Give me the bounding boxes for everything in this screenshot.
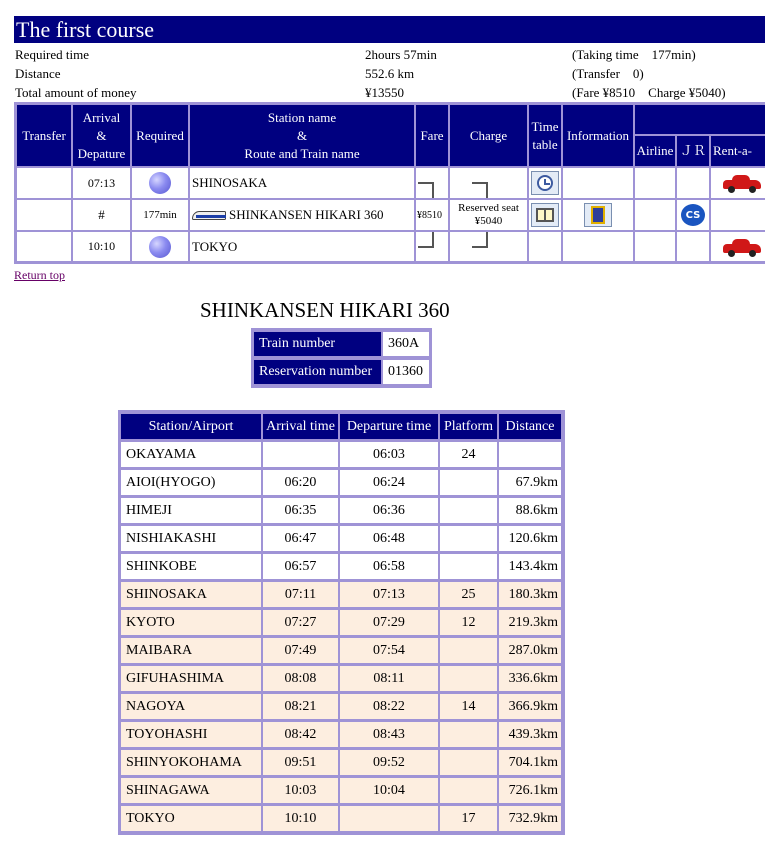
book-icon — [536, 208, 554, 222]
header-required: Required — [132, 105, 188, 166]
fare-cell — [416, 168, 448, 198]
transfer-cell — [17, 168, 71, 198]
information-cell — [563, 200, 633, 230]
info-icon — [591, 206, 605, 224]
header-station-airport: Station/Airport — [121, 414, 261, 439]
header-platform: Platform — [440, 414, 497, 439]
train-number-label: Train number — [254, 332, 381, 356]
header-airline: Airline — [635, 136, 675, 166]
charge-value — [450, 200, 527, 230]
header-distance: Distance — [499, 414, 561, 439]
summary-value: 552.6 km — [365, 66, 415, 81]
station-name: NAGOYA — [121, 694, 261, 719]
header-timetable: Time table — [529, 105, 561, 166]
platform — [440, 722, 497, 747]
required-time: 177min — [132, 200, 188, 230]
bracket-top-icon — [472, 182, 488, 198]
jr-cell — [677, 232, 709, 261]
header-station-route: Station name & Route and Train name — [190, 105, 414, 166]
airline-cell — [635, 168, 675, 198]
platform: 17 — [440, 806, 497, 831]
train-number-value: 360A — [383, 332, 429, 356]
platform — [440, 778, 497, 803]
departure-time: 08:11 — [340, 666, 438, 691]
departure-time: 09:52 — [340, 750, 438, 775]
station-name: NISHIAKASHI — [121, 526, 261, 551]
summary-required-time — [15, 45, 775, 64]
timetable-button[interactable] — [531, 171, 559, 195]
bracket-top-icon — [418, 182, 434, 198]
stops-table — [118, 410, 565, 835]
arrival-time: 06:57 — [263, 554, 338, 579]
arrival-time: 10:03 — [263, 778, 338, 803]
train-info-table — [251, 328, 432, 388]
summary-total-money — [15, 83, 775, 102]
station-name: KYOTO — [121, 610, 261, 635]
summary-distance — [15, 64, 775, 83]
station-dot-icon — [149, 172, 171, 194]
rentacar-cell — [711, 232, 765, 261]
platform — [440, 498, 497, 523]
platform: 12 — [440, 610, 497, 635]
train-name-link[interactable]: SHINKANSEN HIKARI 360 — [229, 207, 384, 222]
charge-cell — [450, 168, 527, 198]
train-name-cell — [190, 200, 414, 230]
summary-value: 2hours 57min — [365, 47, 437, 62]
departure-time: 07:29 — [340, 610, 438, 635]
distance: 726.1km — [499, 778, 561, 803]
page-title: The first course — [14, 16, 765, 43]
platform — [440, 526, 497, 551]
summary-note: (Fare ¥8510 Charge ¥5040) — [572, 85, 726, 100]
bracket-bottom-icon — [472, 232, 488, 248]
fare-cell — [416, 232, 448, 261]
header-arrival-time: Arrival time — [263, 414, 338, 439]
transfer-cell — [17, 200, 71, 230]
arrival-time: 10:10 — [263, 806, 338, 831]
distance: 143.4km — [499, 554, 561, 579]
distance: 439.3km — [499, 722, 561, 747]
summary-label: Total amount of money — [15, 85, 137, 100]
shinkansen-icon — [192, 208, 226, 222]
airline-cell — [635, 232, 675, 261]
summary-note: (Taking time 177min) — [572, 47, 696, 62]
platform — [440, 750, 497, 775]
jr-cell — [677, 168, 709, 198]
distance: 67.9km — [499, 470, 561, 495]
time-cell: # — [73, 200, 130, 230]
train-title: SHINKANSEN HIKARI 360 — [200, 298, 450, 322]
clock-icon — [537, 175, 553, 191]
required-cell — [132, 232, 188, 261]
arrival-time: 07:11 — [263, 582, 338, 607]
station-name: SHINOSAKA — [121, 582, 261, 607]
information-cell — [563, 168, 633, 198]
summary-note: (Transfer 0) — [572, 66, 644, 81]
header-departure-time: Departure time — [340, 414, 438, 439]
airline-cell — [635, 200, 675, 230]
required-cell — [132, 168, 188, 198]
station-name: SHINKOBE — [121, 554, 261, 579]
departure-time: 08:43 — [340, 722, 438, 747]
timetable-cell — [529, 232, 561, 261]
departure-time: 06:58 — [340, 554, 438, 579]
charge-cell — [450, 232, 527, 261]
distance: 732.9km — [499, 806, 561, 831]
bracket-bottom-icon — [418, 232, 434, 248]
rentacar-cell — [711, 168, 765, 198]
station-name: MAIBARA — [121, 638, 261, 663]
summary-label: Required time — [15, 47, 90, 62]
timetable-book-button[interactable] — [531, 203, 559, 227]
timetable-cell — [529, 168, 561, 198]
platform: 24 — [440, 442, 497, 467]
arrival-time: 06:20 — [263, 470, 338, 495]
car-icon[interactable] — [723, 238, 761, 256]
car-icon[interactable] — [723, 174, 761, 192]
station-name: HIMEJI — [121, 498, 261, 523]
header-arrival-departure: Arrival & Depature — [73, 105, 130, 166]
header-rentacar: Rent-a- — [711, 136, 765, 166]
arrival-time: 06:47 — [263, 526, 338, 551]
arrival-time: 06:35 — [263, 498, 338, 523]
platform: 25 — [440, 582, 497, 607]
information-button[interactable] — [584, 203, 612, 227]
distance: 336.6km — [499, 666, 561, 691]
timetable-cell — [529, 200, 561, 230]
station-name: OKAYAMA — [121, 442, 261, 467]
arrival-time: 08:42 — [263, 722, 338, 747]
distance: 120.6km — [499, 526, 561, 551]
charge-amount: ¥5040 — [474, 215, 503, 227]
station-name: SHINYOKOHAMA — [121, 750, 261, 775]
station-name: TOYOHASHI — [121, 722, 261, 747]
departure-time: 06:36 — [340, 498, 438, 523]
distance: 287.0km — [499, 638, 561, 663]
rentacar-cell — [711, 200, 765, 230]
jr-cell — [677, 200, 709, 230]
platform — [440, 554, 497, 579]
header-fare: Fare — [416, 105, 448, 166]
header-charge: Charge — [450, 105, 527, 166]
arrival-time: 07:49 — [263, 638, 338, 663]
information-cell — [563, 232, 633, 261]
fare-value: ¥8510 — [416, 200, 448, 230]
arrival-time: 10:10 — [73, 232, 130, 261]
arrival-time: 09:51 — [263, 750, 338, 775]
station-name: GIFUHASHIMA — [121, 666, 261, 691]
route-table — [14, 102, 765, 264]
platform — [440, 666, 497, 691]
departure-time: 07:54 — [340, 638, 438, 663]
platform — [440, 470, 497, 495]
charge-type: Reserved seat — [458, 202, 519, 214]
departure-time: 10:04 — [340, 778, 438, 803]
station-name-link[interactable]: TOKYO — [190, 232, 414, 261]
return-top-link[interactable]: Return top — [14, 268, 65, 282]
transfer-cell — [17, 232, 71, 261]
summary-label: Distance — [15, 66, 61, 81]
platform: 14 — [440, 694, 497, 719]
departure-time: 06:03 — [340, 442, 438, 467]
distance: 88.6km — [499, 498, 561, 523]
summary-value: ¥13550 — [365, 85, 404, 100]
header-services-group — [635, 105, 765, 134]
departure-time: 06:48 — [340, 526, 438, 551]
departure-time: 07:13 — [340, 582, 438, 607]
departure-time: 06:24 — [340, 470, 438, 495]
station-dot-icon — [149, 236, 171, 258]
header-jr: ＪＲ — [677, 136, 709, 166]
departure-time: 07:13 — [73, 168, 130, 198]
station-name-link[interactable]: SHINOSAKA — [190, 168, 414, 198]
station-name: SHINAGAWA — [121, 778, 261, 803]
distance: 180.3km — [499, 582, 561, 607]
reservation-number-label: Reservation number — [254, 360, 381, 384]
arrival-time — [263, 442, 338, 467]
arrival-time: 08:08 — [263, 666, 338, 691]
reservation-number-value: 01360 — [383, 360, 429, 384]
distance: 219.3km — [499, 610, 561, 635]
platform — [440, 638, 497, 663]
distance: 366.9km — [499, 694, 561, 719]
distance — [499, 442, 561, 467]
distance: 704.1km — [499, 750, 561, 775]
departure-time — [340, 806, 438, 831]
arrival-time: 07:27 — [263, 610, 338, 635]
departure-time: 08:22 — [340, 694, 438, 719]
header-transfer: Transfer — [17, 105, 71, 166]
header-information: Information — [563, 105, 633, 166]
cs-icon[interactable]: CS — [681, 204, 705, 226]
station-name: TOKYO — [121, 806, 261, 831]
arrival-time: 08:21 — [263, 694, 338, 719]
station-name: AIOI(HYOGO) — [121, 470, 261, 495]
